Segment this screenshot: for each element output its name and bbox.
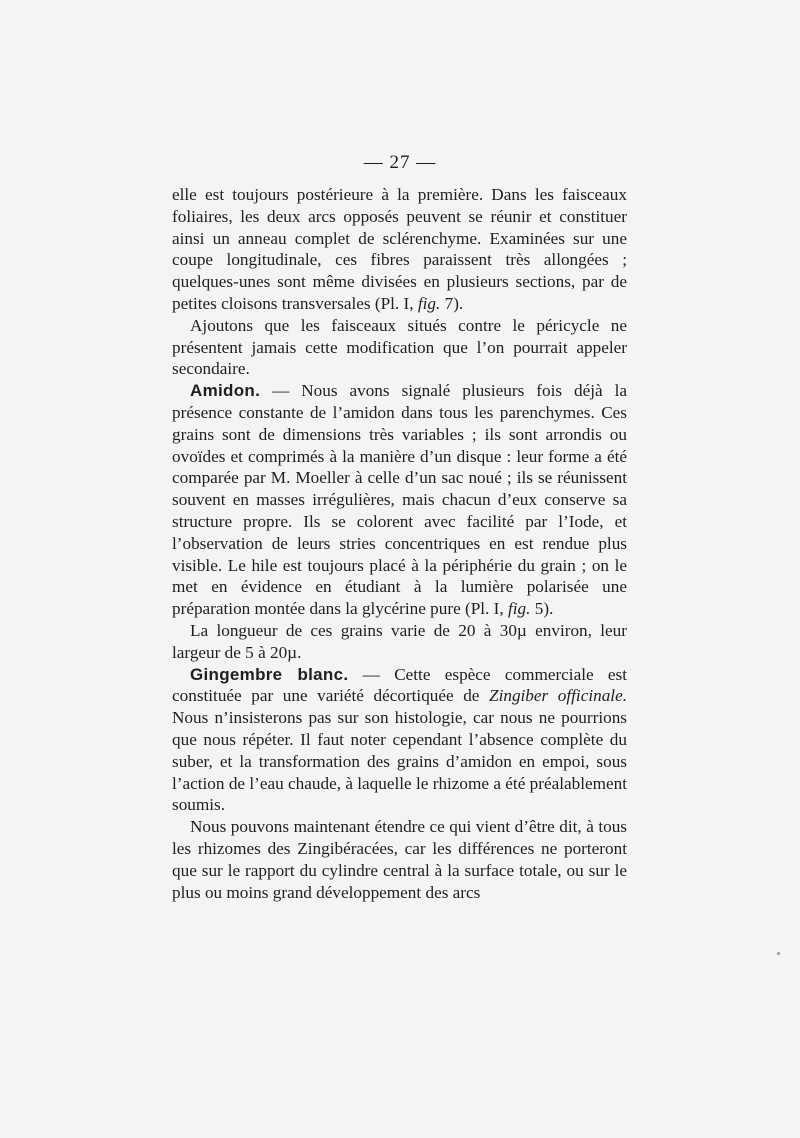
paragraph-gingembre-text: — Cette espèce commerciale est constituée par une variété décortiquée de [172,664,627,706]
section-heading-amidon: Amidon. [190,381,261,401]
fig-ref-end: 5). [534,599,554,619]
paragraph-fibres [172,184,627,315]
paragraph-amidon-text: — Nous avons signalé plusieurs fois déjà la présence constante de l’amidon dans tous les parenchymes. Ces grains sont de dimensions très variables ; ils sont arrondis ou ovoïdes et comprimés à la manière d’un disque : leur forme a été comparée par M. Moeller à celle d’un sac noué ; ils se réunissent souvent en masses irrégulières, mais chacun d’eux conserve sa structure propre. Ils se colorent avec facilité par l’Iode, et l’observation de leurs stries concentriques en est rendue plus visible. Le hile est toujours placé à la périphérie du grain ; on le met en évidence en étudiant à la lumière polarisée une préparation montée dans la glycérine pure (Pl. I, [172,381,628,619]
paragraph-gingembre-rest: Nous n’insisterons pas sur son histologie, car nous ne pourrions que nous répéter. Il faut noter cependant l’absence complète du suber, et la transformation des grains d’amidon en empoi, sous l’action de l’eau chaude, à laquelle le rhizome a été préalablement soumis. [172,708,627,815]
section-heading-gingembre: Gingembre blanc. [190,664,349,684]
page-number: — 27 — [363,152,437,173]
paragraph-longueur: La longueur de ces grains varie de 20 à 30µ environ, leur largeur de 5 à 20µ. [172,620,627,662]
fig-ref-end: 7). [444,293,464,313]
species-name: Zingiber officinale. [489,686,628,706]
paragraph-zingiberacees: Nous pouvons maintenant étendre ce qui vient d’être dit, à tous les rhizomes des Zingibéracées, car les différences ne porteront que sur le rapport du cylindre central à la surface totale, ou sur le plus ou moins grand développement des arcs [172,817,627,902]
paragraph-gingembre [172,664,627,817]
fig-abbrev: fig. [508,599,531,619]
page-body [172,184,627,903]
paragraph-pericycle: Ajoutons que les faisceaux situés contre le péricycle ne présentent jamais cette modification que l’on pourrait appeler secondaire. [172,315,627,379]
paragraph-fibres-text: elle est toujours postérieure à la première. Dans les faisceaux foliaires, les deux arcs opposés peuvent se réunir et constituer ainsi un anneau complet de sclérenchyme. Examinées sur une coupe longitudinale, ces fibres paraissent très allongées ; quelques-unes sont même divisées en plusieurs sections, par de petites cloisons transversales (Pl. I, [172,185,627,313]
fig-abbrev: fig. [417,293,441,313]
paragraph-amidon [172,380,627,620]
paper-speck [777,952,780,955]
